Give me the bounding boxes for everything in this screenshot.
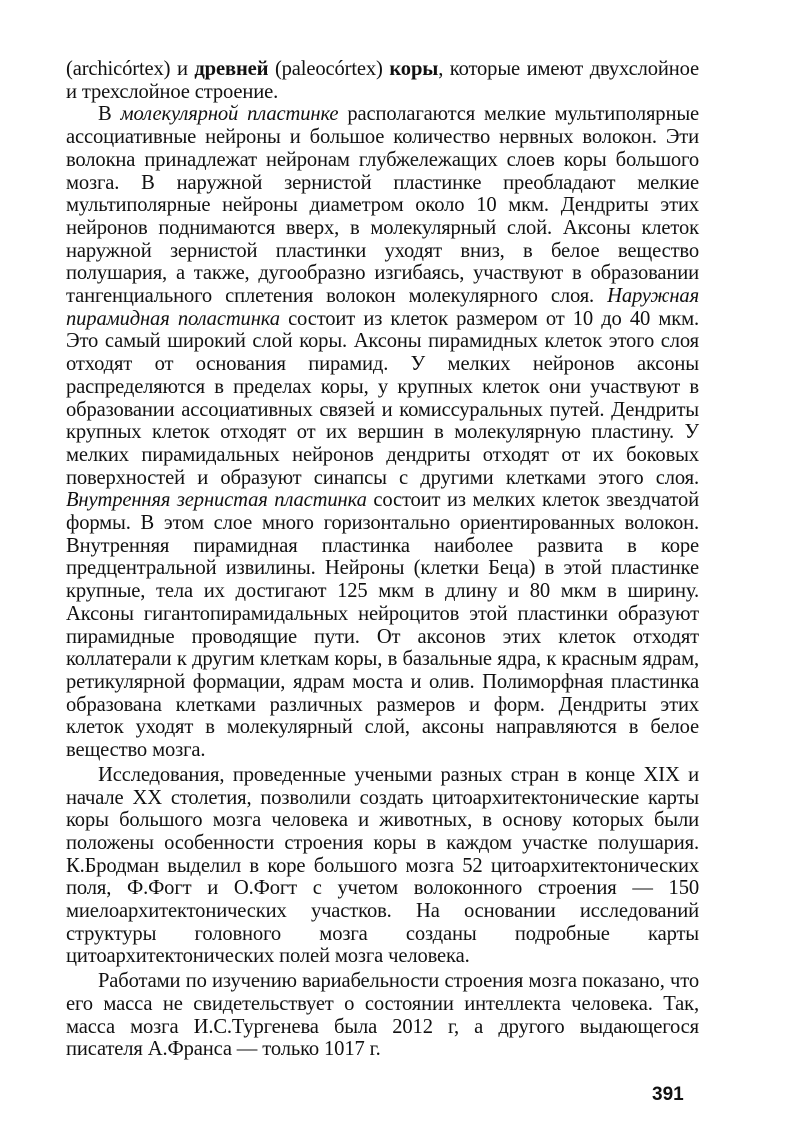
- bold-term: коры: [389, 58, 439, 80]
- page-body: [66, 58, 699, 1061]
- page-number: 391: [652, 1084, 684, 1105]
- paragraph-3: Исследования, проведенные учеными разных стран в конце XIX и начале XX столетия, позволили создать цитоархитектонические карты коры большого мозга человека и животных, в основу которых были положены особенности строения коры в каждом участке полушария. К.Бродман выделил в коре большого мозга 52 цитоархитектонических поля, Ф.Фогт и О.Фогт с учетом волоконного строения — 150 миелоархитектонических участков. На основании исследований структуры головного мозга созданы подробные карты цитоархитектонических полей мозга человека.: [66, 763, 699, 968]
- italic-term: молекулярной пластинке: [120, 103, 339, 126]
- text-span: (archicórtex) и: [66, 58, 195, 80]
- bold-term: древней: [194, 58, 269, 80]
- paragraph-2: [66, 103, 699, 761]
- paragraph-4: Работами по изучению вариабельности строения мозга показано, что его масса не свидетельствует о состоянии интеллекта человека. Так, масса мозга И.С.Тургенева была 2012 г, а другого выдающегося писателя А.Франса — только 1017 г.: [66, 970, 699, 1061]
- italic-term: Внутренняя зернистая пластинка: [66, 489, 367, 512]
- text-span: В: [98, 103, 121, 126]
- italic-term: Наружная пирамидная поластинка: [66, 285, 699, 330]
- text-span: состоит из мелких клеток звездчатой формы. В этом слое много горизонтально ориентированных волокон. Внутренняя пирамидная пластинка наиболее развита в коре предцентральной извилины. Нейроны (клетки Беца) в этой пластинке крупные, тела их достигают 125 мкм в длину и 80 мкм в ширину. Аксоны гигантопирамидальных нейроцитов этой пластинки образуют пирамидные проводящие пути. От аксонов этих клеток отходят коллатерали к другим клеткам коры, в базальные ядра, к красным ядрам, ретикулярной формации, ядрам моста и олив. Полиморфная пластинка образована клетками различных размеров и форм. Дендриты этих клеток уходят в молекулярный слой, аксоны направляются в белое вещество мозга.: [66, 489, 699, 762]
- paragraph-1: [66, 58, 699, 103]
- text-span: располагаются мелкие мультиполярные ассоциативные нейроны и большое количество нервных волокон. Эти волокна принадлежат нейронам глубжележащих слоев коры большого мозга. В наружной зернистой пластинке преобладают мелкие мультиполярные нейроны диаметром около 10 мкм. Дендриты этих нейронов поднимаются вверх, в молекулярный слой. Аксоны клеток наружной зернистой пластинки уходят вниз, в белое вещество полушария, а также, дугообразно изгибаясь, участвуют в образовании тангенциального сплетения волокон молекулярного слоя.: [66, 103, 699, 308]
- text-span: состоит из клеток размером от 10 до 40 мкм. Это самый широкий слой коры. Аксоны пирамидных клеток этого слоя отходят от основания пирамид. У мелких нейронов аксоны распределяются в пределах коры, у крупных клеток они участвуют в образовании ассоциативных связей и комиссуральных путей. Дендриты крупных клеток отходят от их вершин в молекулярную пластину. У мелких пирамидальных нейронов дендриты отходят от их боковых поверхностей и образуют синапсы с другими клетками этого слоя.: [66, 307, 699, 489]
- text-span: (paleocórtex): [268, 58, 390, 80]
- text-span: , которые имеют двухслойное и трехслойное строение.: [66, 58, 699, 103]
